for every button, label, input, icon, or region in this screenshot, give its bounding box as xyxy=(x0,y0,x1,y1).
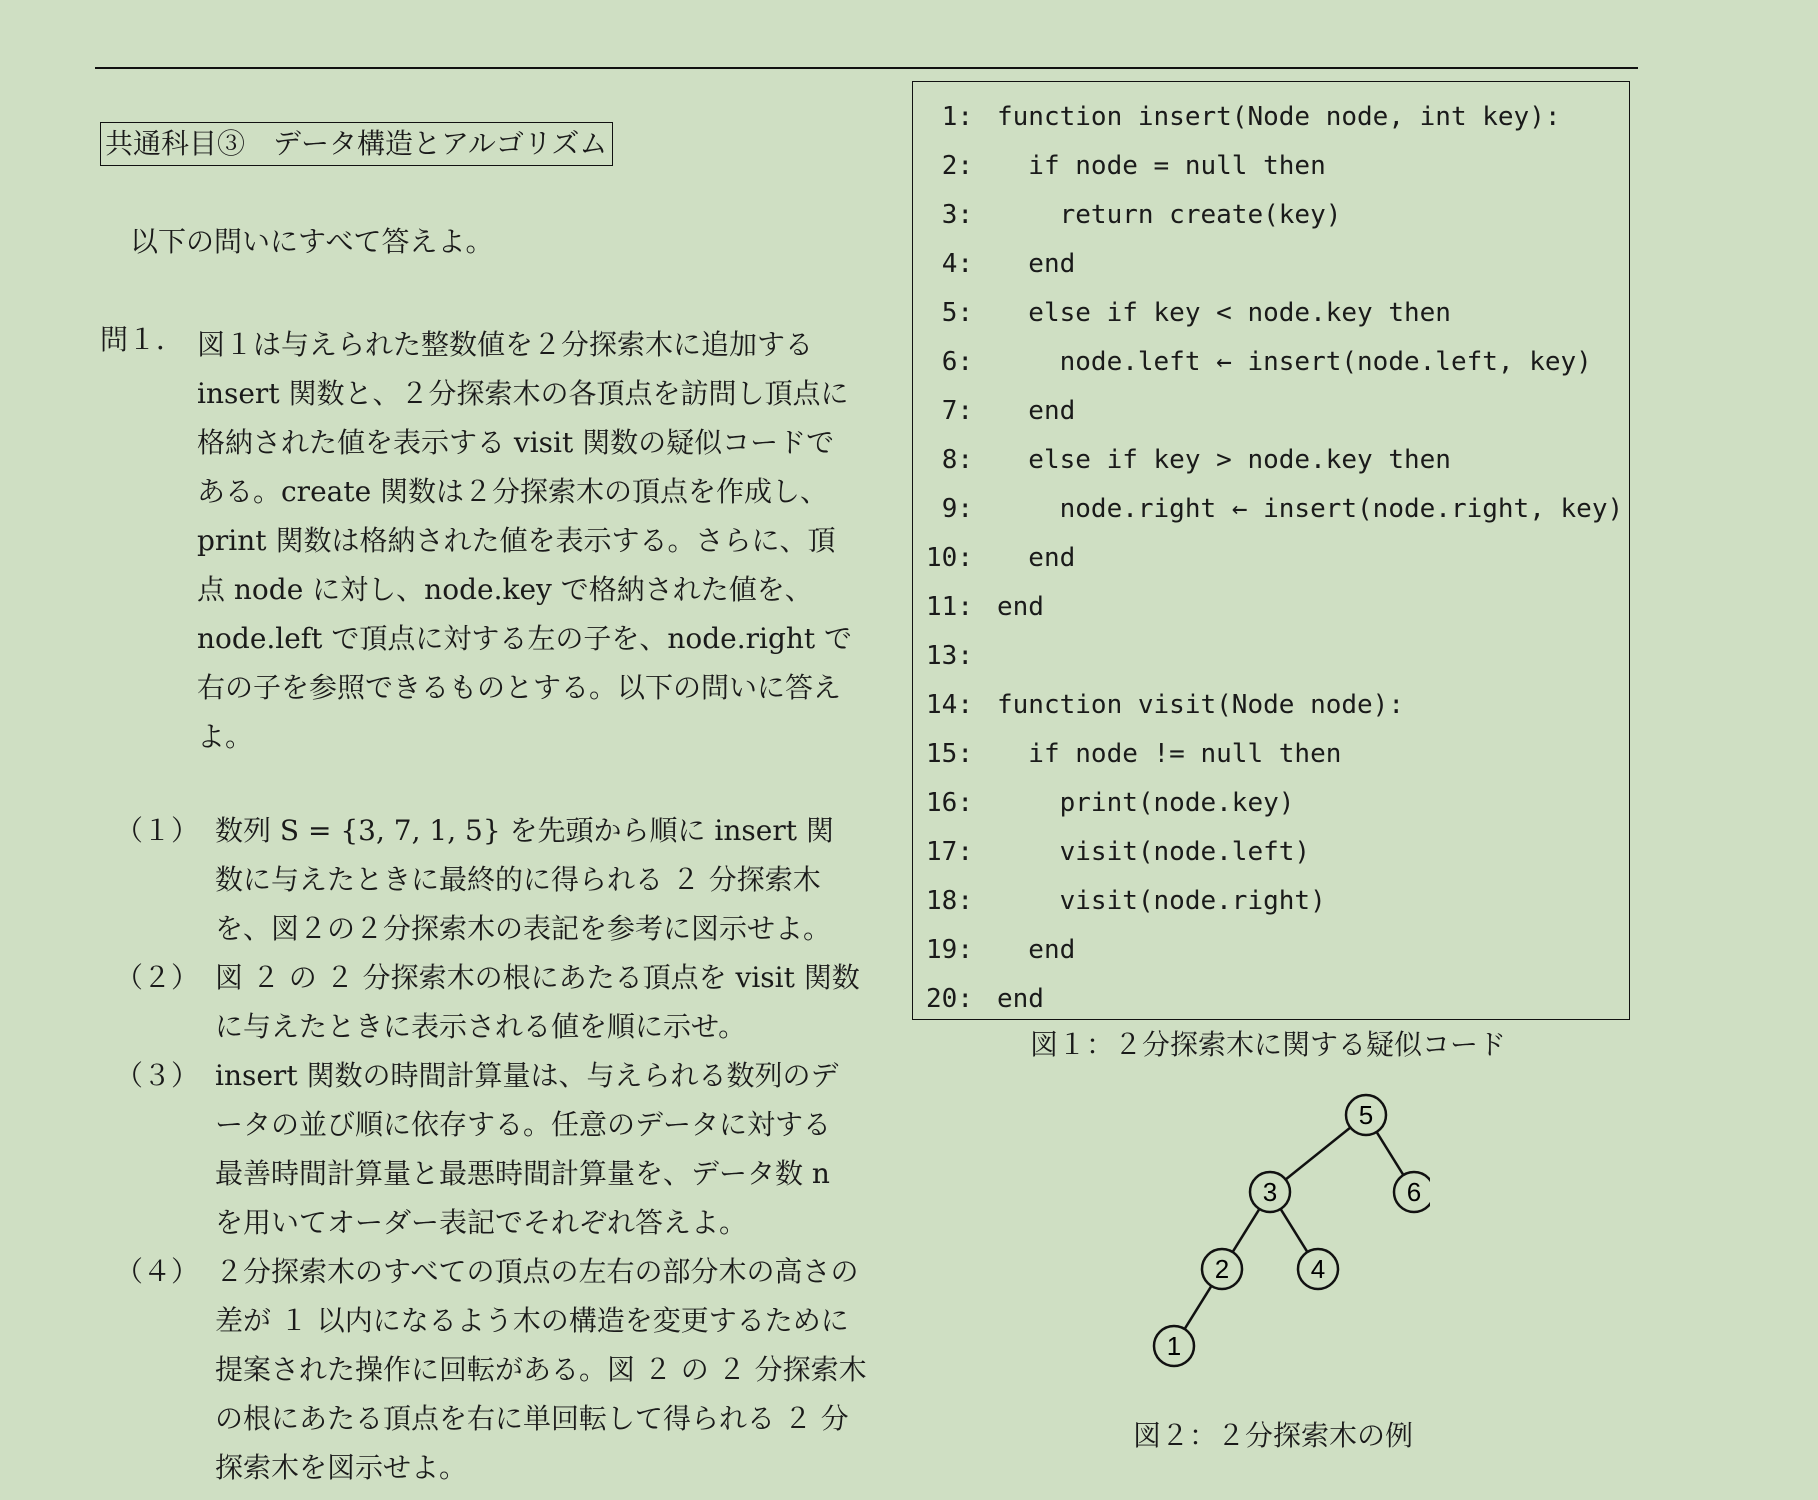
code-line-number: 8: xyxy=(941,445,973,475)
top-rule xyxy=(95,67,1638,69)
tree-edge xyxy=(1233,1209,1260,1252)
code-line-text: end xyxy=(997,935,1076,965)
code-line-number: 3: xyxy=(941,200,973,230)
code-line-text: function insert(Node node, int key): xyxy=(997,102,1561,132)
section-title: 共通科目③ データ構造とアルゴリズム xyxy=(100,122,613,166)
code-line-number: 14: xyxy=(926,690,973,720)
question-1-line: 点 node に対し、node.key で格納された値を、 xyxy=(197,573,813,606)
tree-node xyxy=(1346,1095,1386,1135)
tree-node xyxy=(1154,1326,1194,1366)
question-1-label: 問１． xyxy=(100,323,185,356)
code-line-number: 6: xyxy=(941,347,973,377)
code-line-number: 4: xyxy=(941,249,973,279)
subquestion-line: を、図２の２分探索木の表記を参考に図示せよ。 xyxy=(215,912,832,945)
code-line-text: end xyxy=(997,249,1076,279)
instruction-text: 以下の問いにすべて答えよ。 xyxy=(130,225,494,258)
code-line-text: return create(key) xyxy=(997,200,1342,230)
code-line xyxy=(913,146,1326,186)
bst-diagram xyxy=(1130,1085,1430,1385)
subquestion-line: 最善時間計算量と最悪時間計算量を、データ数 n xyxy=(215,1157,830,1190)
subquestion-line: ２分探索木のすべての頂点の左右の部分木の高さの xyxy=(215,1255,859,1288)
pseudocode-box xyxy=(912,81,1630,1020)
code-line-text: end xyxy=(997,396,1076,426)
code-line-number: 2: xyxy=(941,151,973,181)
code-line xyxy=(913,97,1561,137)
question-1-line: insert 関数と、２分探索木の各頂点を訪問し頂点に xyxy=(197,377,849,410)
code-line xyxy=(913,587,1044,627)
code-line-text: end xyxy=(997,984,1044,1014)
code-line-text: node.left ← insert(node.left, key) xyxy=(997,347,1592,377)
tree-edge xyxy=(1286,1128,1351,1180)
code-line xyxy=(913,734,1342,774)
question-1-line: ある。create 関数は２分探索木の頂点を作成し、 xyxy=(197,475,829,508)
code-line-number: 9: xyxy=(941,494,973,524)
code-line-text: else if key < node.key then xyxy=(997,298,1451,328)
figure-1-caption: 図１：２分探索木に関する疑似コード xyxy=(1030,1028,1507,1061)
question-1-line: 格納された値を表示する visit 関数の疑似コードで xyxy=(197,426,835,459)
code-line-number: 20: xyxy=(926,984,973,1014)
subquestion-line: に与えたときに表示される値を順に示せ。 xyxy=(215,1010,747,1043)
code-line-number: 7: xyxy=(941,396,973,426)
code-line-text: end xyxy=(997,592,1044,622)
code-line xyxy=(913,391,1076,431)
code-line-text: else if key > node.key then xyxy=(997,445,1451,475)
tree-node-label: 6 xyxy=(1406,1177,1422,1207)
subquestion-line: 数列 S = {3, 7, 1, 5} を先頭から順に insert 関 xyxy=(215,814,834,847)
code-line xyxy=(913,979,1044,1019)
code-line-text: node.right ← insert(node.right, key) xyxy=(997,494,1624,524)
subquestion-number: （３） xyxy=(115,1059,200,1092)
code-line-number: 13: xyxy=(926,641,973,671)
subquestion-line: ータの並び順に依存する。任意のデータに対する xyxy=(215,1108,832,1141)
code-line xyxy=(913,832,1311,872)
subquestion-number: （２） xyxy=(115,961,200,994)
code-line-text: if node != null then xyxy=(997,739,1342,769)
code-line-number: 18: xyxy=(926,886,973,916)
subquestion-number: （１） xyxy=(115,814,200,847)
code-line xyxy=(913,881,1326,921)
code-line-number: 5: xyxy=(941,298,973,328)
tree-node-label: 5 xyxy=(1358,1100,1374,1130)
code-line xyxy=(913,489,1624,529)
tree-node-label: 3 xyxy=(1262,1177,1278,1207)
code-line xyxy=(913,636,973,676)
subquestion-number: （４） xyxy=(115,1255,200,1288)
question-1-body xyxy=(197,320,887,761)
subquestion-line: 数に与えたときに最終的に得られる ２ 分探索木 xyxy=(215,863,821,896)
subquestion-line: の根にあたる頂点を右に単回転して得られる ２ 分 xyxy=(215,1402,849,1435)
subquestion-line: を用いてオーダー表記でそれぞれ答えよ。 xyxy=(215,1206,748,1239)
code-line xyxy=(913,440,1451,480)
tree-edge xyxy=(1281,1209,1308,1252)
subquestion-text xyxy=(215,1247,895,1492)
code-line xyxy=(913,538,1076,578)
tree-node-label: 4 xyxy=(1310,1254,1326,1284)
code-line xyxy=(913,342,1592,382)
question-1-line: よ。 xyxy=(197,720,254,753)
code-line-number: 19: xyxy=(926,935,973,965)
subquestion-text xyxy=(215,806,895,953)
subquestion-line: 探索木を図示せよ。 xyxy=(215,1451,468,1484)
code-line-text: end xyxy=(997,543,1076,573)
subquestion-text xyxy=(215,953,895,1051)
code-line-text: if node = null then xyxy=(997,151,1326,181)
code-line-text: print(node.key) xyxy=(997,788,1295,818)
tree-node xyxy=(1394,1172,1430,1212)
tree-edge xyxy=(1185,1286,1212,1329)
code-line-text: function visit(Node node): xyxy=(997,690,1404,720)
question-1-line: 右の子を参照できるものとする。以下の問いに答え xyxy=(197,671,842,704)
question-1-line: 図１は与えられた整数値を２分探索木に追加する xyxy=(197,328,814,361)
tree-node xyxy=(1298,1249,1338,1289)
tree-node-label: 2 xyxy=(1214,1254,1230,1284)
subquestion-line: insert 関数の時間計算量は、与えられる数列のデ xyxy=(215,1059,839,1092)
subquestion-line: 図 ２ の ２ 分探索木の根にあたる頂点を visit 関数 xyxy=(215,961,860,994)
code-line-number: 11: xyxy=(926,592,973,622)
question-1-line: node.left で頂点に対する左の子を、node.right で xyxy=(197,622,853,655)
tree-node-label: 1 xyxy=(1166,1331,1182,1361)
subquestion-line: 提案された操作に回転がある。図 ２ の ２ 分探索木 xyxy=(215,1353,867,1386)
code-line xyxy=(913,783,1295,823)
code-line xyxy=(913,685,1404,725)
code-line-number: 16: xyxy=(926,788,973,818)
tree-edge xyxy=(1377,1132,1404,1175)
tree-node xyxy=(1202,1249,1242,1289)
question-1-line: print 関数は格納された値を表示する。さらに、頂 xyxy=(197,524,836,557)
code-line xyxy=(913,244,1076,284)
code-line-text: visit(node.left) xyxy=(997,837,1311,867)
code-line-number: 17: xyxy=(926,837,973,867)
code-line-number: 1: xyxy=(941,102,973,132)
code-line xyxy=(913,930,1076,970)
tree-node xyxy=(1250,1172,1290,1212)
code-line xyxy=(913,293,1451,333)
figure-2-caption: 図２：２分探索木の例 xyxy=(1133,1419,1414,1452)
code-line-text: visit(node.right) xyxy=(997,886,1326,916)
subquestion-line: 差が １ 以内になるよう木の構造を変更するために xyxy=(215,1304,849,1337)
code-line xyxy=(913,195,1342,235)
subquestion-text xyxy=(215,1051,895,1247)
code-line-number: 15: xyxy=(926,739,973,769)
code-line-number: 10: xyxy=(926,543,973,573)
